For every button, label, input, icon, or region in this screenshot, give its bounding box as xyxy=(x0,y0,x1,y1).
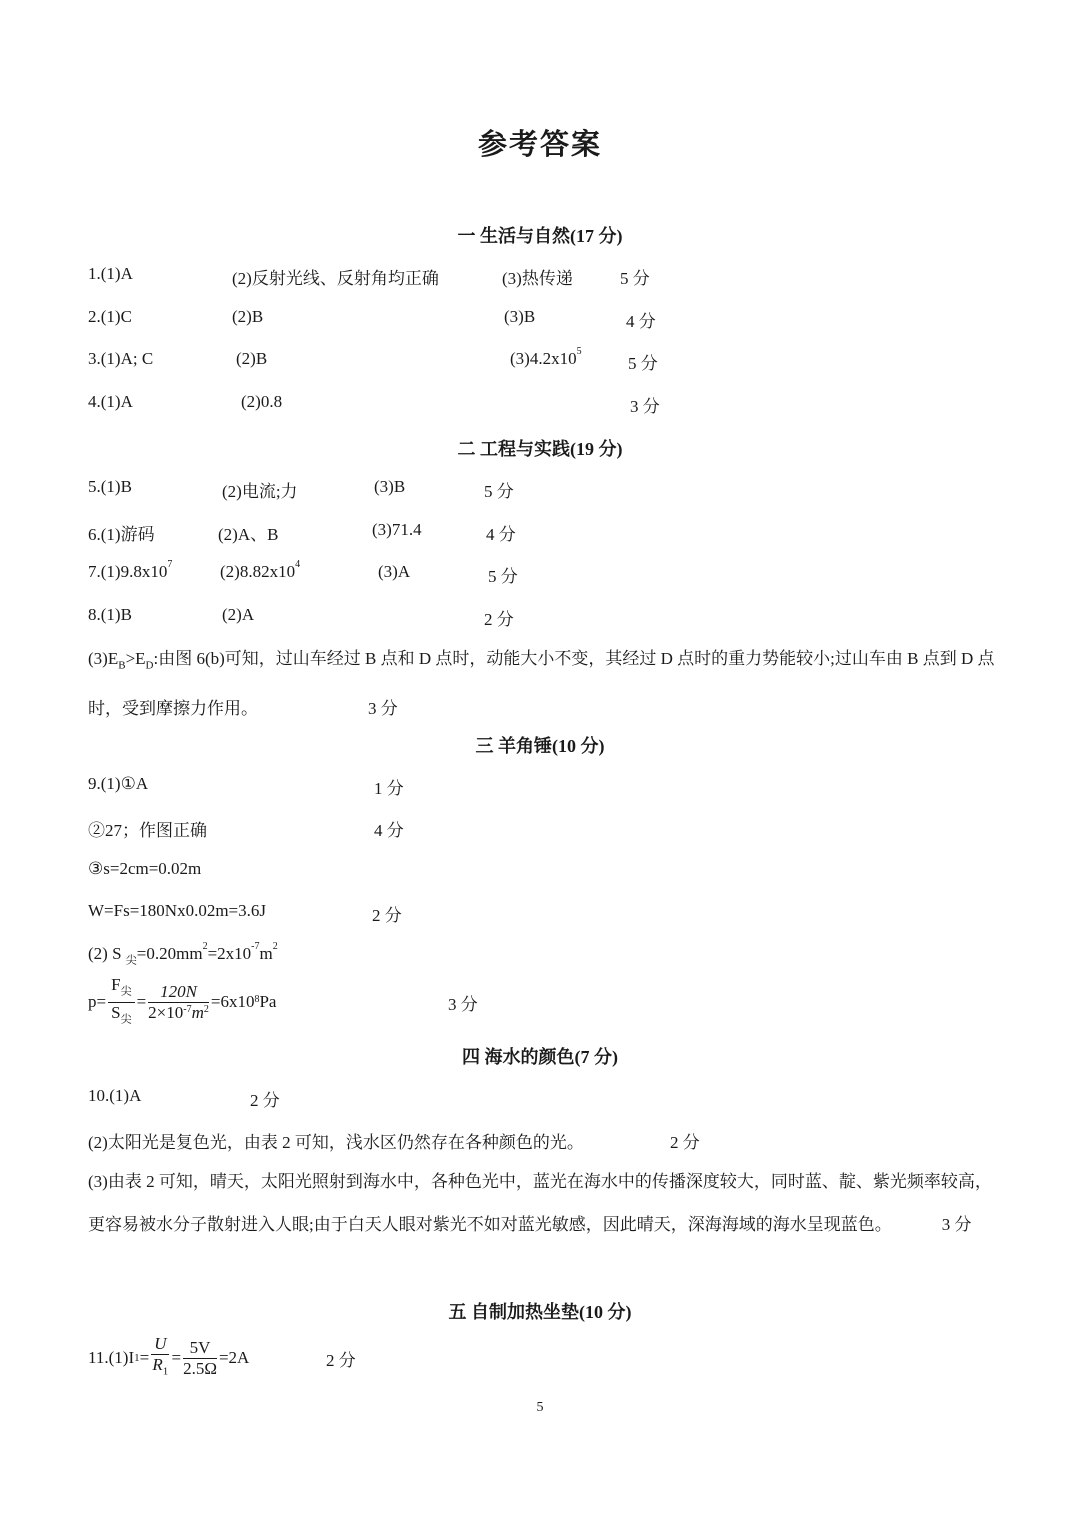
q9-line1: 9.(1)①A xyxy=(88,774,149,793)
q11-frac1-num: U xyxy=(151,1334,169,1355)
section-heading-3: 三 羊角锤(10 分) xyxy=(475,736,605,756)
q8-part1: 8.(1)B xyxy=(88,605,132,624)
q10-part3-paragraph xyxy=(88,1160,1008,1246)
q9-line3: ③s=2cm=0.02m xyxy=(88,859,202,878)
q8-p3-sub-d: D xyxy=(145,659,154,672)
q11-label-sub: 1 xyxy=(134,1352,140,1364)
q7-part1-exponent: 7 xyxy=(167,559,173,570)
q9-l5-s: (2) S xyxy=(88,944,122,963)
q11-fraction-numeric xyxy=(183,1338,217,1379)
q7-part2 xyxy=(220,559,301,582)
q9-p-label: p= xyxy=(88,992,107,1011)
q6-part2: (2)A、B xyxy=(218,525,279,544)
q9-frac1-num: F xyxy=(111,975,121,995)
q4-score: 3 分 xyxy=(630,397,660,416)
q5-part1: 5.(1)B xyxy=(88,477,132,496)
q9-l5-sub: 尖 xyxy=(125,954,137,967)
q9-frac2-den-exp: -7 xyxy=(183,1003,192,1015)
q10-line1-score: 2 分 xyxy=(250,1091,280,1110)
section-heading-4: 四 海水的颜色(7 分) xyxy=(462,1047,618,1067)
section-heading-2: 二 工程与实践(19 分) xyxy=(457,439,623,459)
q3-score: 5 分 xyxy=(628,354,658,373)
q2-part2: (2)B xyxy=(232,307,264,326)
q3-part3-exponent: 5 xyxy=(576,346,582,357)
q9-result-unit: Pa xyxy=(259,992,277,1011)
q5-score: 5 分 xyxy=(484,482,514,501)
q8-p3-sub-b: B xyxy=(118,659,126,672)
q9-pressure-formula xyxy=(88,975,277,1025)
q9-l5-unit: m xyxy=(259,944,273,963)
q8-p3-mid: >E xyxy=(125,649,146,668)
q11-frac2-den: 2.5Ω xyxy=(183,1358,217,1378)
q9-frac2-den-unit: m xyxy=(191,1002,204,1022)
q11-equals: = xyxy=(139,1348,150,1367)
q7-part1-base: 7.(1)9.8x10 xyxy=(88,562,168,581)
section-heading-1: 一 生活与自然(17 分) xyxy=(457,226,623,246)
q9-line5 xyxy=(88,941,278,967)
page-title: 参考答案 xyxy=(477,129,602,161)
q9-frac2-den: 2×10 xyxy=(148,1002,184,1022)
q8-part2: (2)A xyxy=(222,605,255,624)
q9-frac1-num-sub: 尖 xyxy=(120,985,132,998)
q9-l5-area: =0.20mm xyxy=(136,944,203,963)
q11-frac1-den-sub: 1 xyxy=(162,1365,169,1378)
q11-score: 2 分 xyxy=(326,1351,356,1370)
q8-score: 2 分 xyxy=(484,610,514,629)
q2-part3: (3)B xyxy=(504,307,536,326)
q9-fraction-numeric xyxy=(148,982,209,1023)
q9-frac2-den-unit-exp: 2 xyxy=(203,1003,209,1015)
q9-line4-score: 2 分 xyxy=(372,906,402,925)
q11-label: 11.(1)I xyxy=(88,1348,135,1367)
q10-line3: (3)由表 2 可知，晴天，太阳光照射到海水中，各种色光中，蓝光在海水中的传播深度较大，同时蓝、靛、紫光频率较高，更容易被水分子散射进入人眼;由于白天人眼对紫光不如对蓝光敏感，因此晴天，深海海域的海水呈现蓝色。 xyxy=(88,1172,992,1234)
q9-l5-exp2: -7 xyxy=(251,941,260,952)
q10-line1: 10.(1)A xyxy=(88,1086,142,1105)
q1-part2: (2)反射光线、反射角均正确 xyxy=(232,269,439,288)
q9-equals: = xyxy=(136,992,147,1011)
q6-part3: (3)71.4 xyxy=(372,520,422,539)
q9-fraction-symbolic xyxy=(108,975,134,1029)
q7-part3: (3)A xyxy=(378,562,411,581)
q8-p3-body: :由图 6(b)可知，过山车经过 B 点和 D 点时，动能大小不变，其经过 D 点时的重力势能较小;过山车由 B 点到 D 点时，受到摩擦力作用。 xyxy=(88,649,995,719)
q9-result-exp: 8 xyxy=(254,993,260,1005)
q7-part2-base: (2)8.82x10 xyxy=(220,562,296,581)
q1-score: 5 分 xyxy=(620,269,650,288)
q10-line2-score: 2 分 xyxy=(670,1133,700,1152)
q7-score: 5 分 xyxy=(488,567,518,586)
q4-part1: 4.(1)A xyxy=(88,392,133,411)
q9-line2-score: 4 分 xyxy=(374,821,404,840)
q1-part1: 1.(1)A xyxy=(88,264,133,283)
q2-part1: 2.(1)C xyxy=(88,307,132,326)
q7-part2-exponent: 4 xyxy=(295,559,301,570)
q3-part3 xyxy=(510,346,582,369)
q9-line1-score: 1 分 xyxy=(374,779,404,798)
q5-part3: (3)B xyxy=(374,477,406,496)
q9-line4: W=Fs=180Nx0.02m=3.6J xyxy=(88,901,266,920)
q11-formula xyxy=(88,1336,249,1380)
q9-l5-conv: =2x10 xyxy=(207,944,252,963)
q3-part3-base: (3)4.2x10 xyxy=(510,349,577,368)
q6-part1: 6.(1)游码 xyxy=(88,525,155,544)
q9-l5-exp3: 2 xyxy=(272,941,278,952)
q8-p3-prefix: (3)E xyxy=(88,649,119,668)
q9-frac1-den: S xyxy=(111,1002,121,1022)
q9-line2: ②27；作图正确 xyxy=(88,821,207,840)
q5-part2: (2)电流;力 xyxy=(222,482,298,501)
q9-result: =6x10 xyxy=(210,992,255,1011)
q9-line6-score: 3 分 xyxy=(448,995,478,1014)
q11-frac1-den: R xyxy=(152,1355,163,1375)
q3-part2: (2)B xyxy=(236,349,268,368)
q11-fraction-symbolic xyxy=(151,1334,169,1381)
q9-frac2-num: 120N xyxy=(148,982,209,1003)
q4-part2: (2)0.8 xyxy=(241,392,283,411)
q8-p3-score: 3 分 xyxy=(368,699,398,719)
q10-line3-score: 3 分 xyxy=(941,1215,972,1234)
q1-part3: (3)热传递 xyxy=(502,269,573,288)
q9-l5-exp1: 2 xyxy=(202,941,208,952)
section-heading-5: 五 自制加热坐垫(10 分) xyxy=(448,1302,632,1322)
q2-score: 4 分 xyxy=(626,312,656,331)
page-number: 5 xyxy=(536,1400,544,1415)
q9-frac1-den-sub: 尖 xyxy=(120,1012,132,1025)
q10-line2: (2)太阳光是复色光，由表 2 可知，浅水区仍然存在各种颜色的光。 xyxy=(88,1133,584,1152)
q3-part1: 3.(1)A; C xyxy=(88,349,154,368)
q11-equals-2: = xyxy=(171,1348,182,1367)
q11-frac2-num: 5V xyxy=(183,1338,217,1359)
q6-score: 4 分 xyxy=(486,525,516,544)
q7-part1 xyxy=(88,559,173,582)
q8-part3-paragraph xyxy=(88,637,1008,730)
q11-result: =2A xyxy=(218,1348,250,1367)
